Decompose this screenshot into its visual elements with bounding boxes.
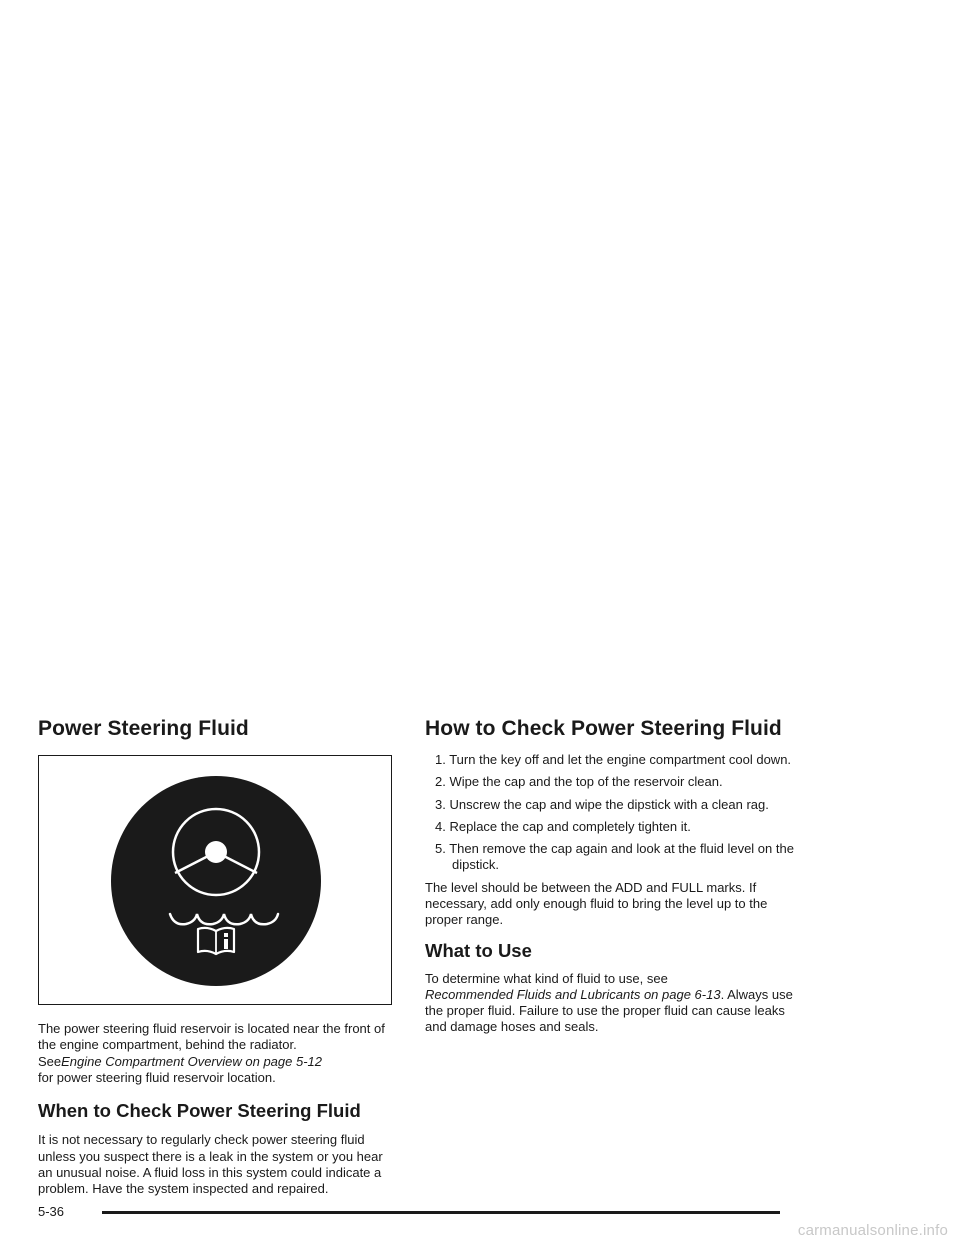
when-heading: When to Check Power Steering Fluid	[38, 1100, 361, 1122]
engine-compartment-link[interactable]: Engine Compartment Overview on page 5-12	[61, 1053, 323, 1069]
footer-rule	[102, 1211, 780, 1214]
list-item: 2. Wipe the cap and the top of the reservoir clean.	[435, 774, 723, 790]
list-item: 3. Unscrew the cap and wipe the dipstick with a clean rag.	[435, 796, 769, 812]
power-steering-figure	[38, 755, 392, 1005]
what-to-use-paragraph	[425, 971, 795, 1036]
check-steps-list	[425, 752, 795, 874]
list-item: 4. Replace the cap and completely tighten it.	[435, 818, 691, 834]
use-text-a: To determine what kind of fluid to use, see	[425, 970, 668, 986]
page-number: 5-36	[38, 1204, 65, 1219]
when-paragraph: It is not necessary to regularly check power steering fluid unless you suspect there is a leak in the system or you hear an unusual noise. A fluid loss in this system could indicate a problem. Have the system inspected and repaired.	[38, 1132, 383, 1197]
list-item: 1. Turn the key off and let the engine compartment cool down.	[435, 752, 792, 768]
intro-see: See	[38, 1053, 62, 1069]
list-item: 5. Then remove the cap again and look at the fluid level on the dipstick.	[435, 841, 794, 873]
level-paragraph: The level should be between the ADD and FULL marks. If necessary, add only enough fluid to bring the level up to the proper range.	[425, 879, 768, 928]
intro-tail: for power steering fluid reservoir location.	[38, 1069, 276, 1085]
intro-text: The power steering fluid reservoir is located near the front of the engine compartment, behind the radiator.	[38, 1021, 385, 1053]
watermark: carmanualsonline.info	[797, 1222, 948, 1239]
recommended-fluids-link[interactable]: Recommended Fluids and Lubricants on page 6-13	[425, 986, 721, 1002]
right-column	[425, 716, 795, 1036]
power-steering-fluid-icon	[39, 756, 393, 1006]
section-title: Power Steering Fluid	[38, 717, 249, 740]
what-to-use-heading: What to Use	[425, 940, 532, 962]
left-column	[38, 716, 394, 1197]
use-text-b: . Always use the proper fluid. Failure to use the proper fluid can cause leaks and damage hoses and seals.	[425, 986, 793, 1035]
intro-paragraph	[38, 1021, 394, 1086]
how-heading: How to Check Power Steering Fluid	[425, 717, 782, 740]
